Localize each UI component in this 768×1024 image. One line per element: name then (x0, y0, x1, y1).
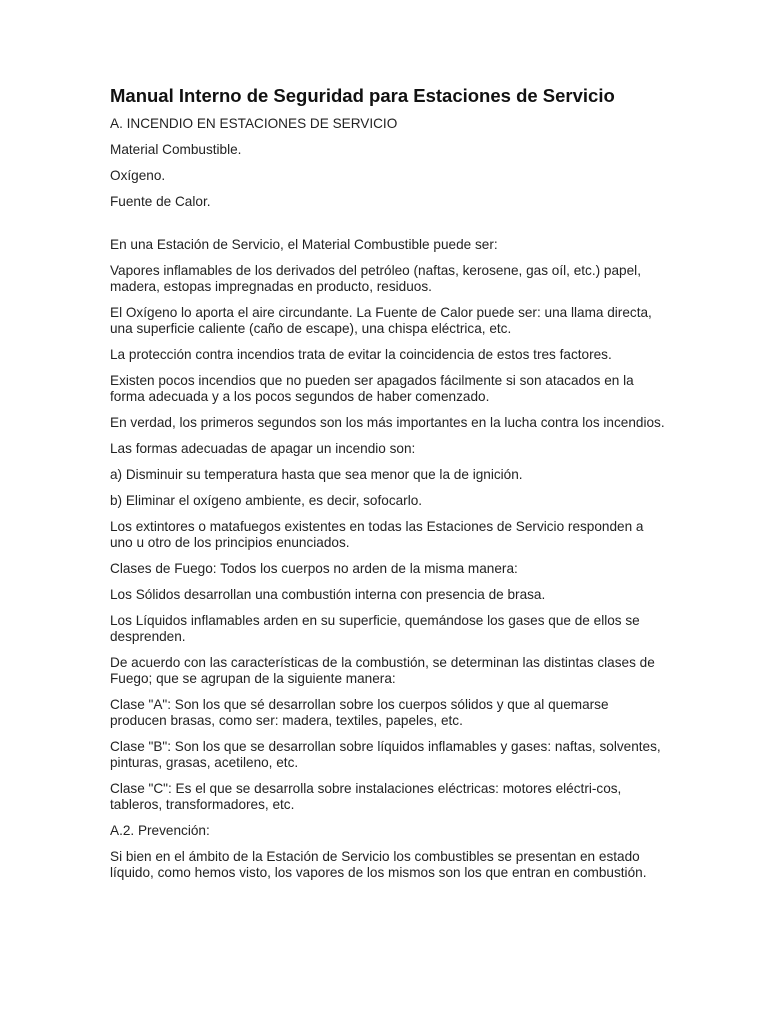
section-heading-prevencion: A.2. Prevención: (110, 823, 210, 838)
paragraph-clases-fuego: Clases de Fuego: Todos los cuerpos no arden de la misma manera: (110, 561, 518, 576)
paragraph: En una Estación de Servicio, el Material Combustible puede ser: (110, 237, 498, 252)
paragraph: Los extintores o matafuegos existentes en todas las Estaciones de Servicio responden a uno u otro de los principios enunciados. (110, 519, 644, 550)
paragraph-oxigeno: Oxígeno. (110, 168, 166, 183)
paragraph: Existen pocos incendios que no pueden ser apagados fácilmente si son atacados en la forma adecuada y a los pocos segundos de haber comenzado. (110, 373, 634, 404)
paragraph: Los Sólidos desarrollan una combustión interna con presencia de brasa. (110, 587, 546, 602)
paragraph-clase-c: Clase "C": Es el que se desarrolla sobre instalaciones eléctricas: motores eléctri-cos, tableros, transformadores, etc. (110, 781, 622, 812)
paragraph-clase-b: Clase "B": Son los que se desarrollan sobre líquidos inflamables y gases: naftas, solventes, pinturas, grasas, acetileno, etc. (110, 739, 661, 770)
paragraph: Los Líquidos inflamables arden en su superficie, quemándose los gases que de ellos se desprenden. (110, 613, 640, 644)
paragraph: Las formas adecuadas de apagar un incendio son: (110, 441, 416, 456)
document-page (110, 84, 666, 891)
paragraph: El Oxígeno lo aporta el aire circundante. La Fuente de Calor puede ser: una llama directa, una superficie caliente (caño de escape), una chispa eléctrica, etc. (110, 305, 652, 336)
section-heading-incendio: A. INCENDIO EN ESTACIONES DE SERVICIO (110, 116, 398, 131)
paragraph: De acuerdo con las características de la combustión, se determinan las distintas clases de Fuego; que se agrupan de la siguiente manera: (110, 655, 655, 686)
paragraph-fuente-calor: Fuente de Calor. (110, 194, 211, 209)
paragraph: La protección contra incendios trata de evitar la coincidencia de estos tres factores. (110, 347, 612, 362)
paragraph-clase-a: Clase "A": Son los que sé desarrollan sobre los cuerpos sólidos y que al quemarse producen brasas, como ser: madera, textiles, papeles, etc. (110, 697, 609, 728)
blank-spacer (110, 220, 666, 237)
paragraph: En verdad, los primeros segundos son los más importantes en la lucha contra los incendios. (110, 415, 665, 430)
list-item-b: b) Eliminar el oxígeno ambiente, es decir, sofocarlo. (110, 493, 423, 508)
paragraph-material-combustible: Material Combustible. (110, 142, 242, 157)
document-title: Manual Interno de Seguridad para Estaciones de Servicio (110, 85, 615, 106)
paragraph: Si bien en el ámbito de la Estación de Servicio los combustibles se presentan en estado líquido, como hemos visto, los vapores de los mismos son los que entran en combustión. (110, 849, 647, 880)
list-item-a: a) Disminuir su temperatura hasta que sea menor que la de ignición. (110, 467, 523, 482)
paragraph: Vapores inflamables de los derivados del petróleo (naftas, kerosene, gas oíl, etc.) papel, madera, estopas impregnadas en producto, residuos. (110, 263, 641, 294)
